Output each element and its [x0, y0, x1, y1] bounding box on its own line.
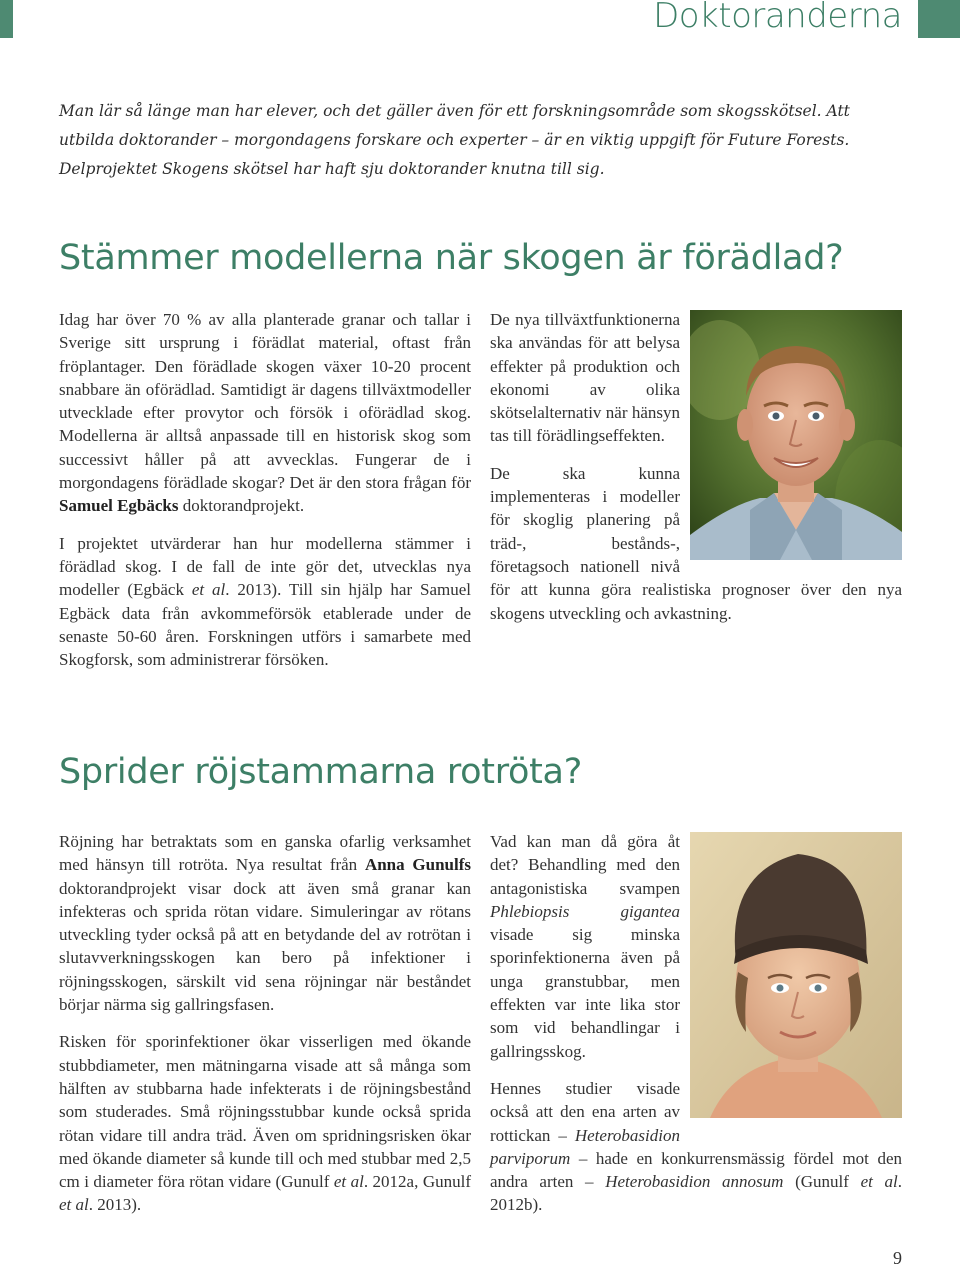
heading-modeller: Stämmer modellerna när skogen är förädlad? — [59, 238, 844, 278]
heading-rotrota: Sprider röjstammarna rotröta? — [59, 752, 582, 792]
species-name-phlebiopsis: Phlebiopsis gigantea — [490, 901, 680, 921]
portrait-photo-anna — [690, 832, 902, 1118]
article1-paragraph-4: De ska kunna implementeras i modeller för skoglig planering på träd-, bestånds-, företagsoch nationell nivå för att kunna göra realistiska prognoser över den nya skogens utveckling och avkastning. — [490, 463, 902, 623]
article2-paragraph-4: Hennes studier visade också att den ena arten av rottickan – Heterobasidion parviporum – hade en konkurrensmässig fördel mot den andra arten – Heterobasidion annosum (Gunulf et al. 2012b). — [490, 1078, 903, 1215]
species-name-parviporum: Heterobasidion parviporum — [490, 1125, 680, 1168]
article2-paragraph-2: Risken för sporinfektioner ökar visserligen med ökande stubbdiameter, men mätningarna visade att så många som hälften av stubbarna hade infekterats i de röjningsbestånd som studerades. Små röjningsstubbar kunde också sprida rötan vidare till andra träd. Även om spridningsrisken ökar med ökande diameter så kunde till och med stubbar med 2,5 cm i diameter föra rötan vidare (Gunulf et al. 2012a, Gunulf et al. 2013). — [59, 1032, 471, 1215]
portrait-photo-samuel — [690, 310, 902, 560]
intro-paragraph: Man lär så länge man har elever, och det gäller även för ett forskningsområde som skogsskötsel. Att utbilda doktorander – morgondagens forskare och experter – är en viktig uppgift för Future Forests. Delprojektet Skogens skötsel har haft sju doktorander knutna till sig. — [59, 102, 850, 178]
person-name-anna: Anna Gunulfs — [364, 855, 471, 875]
article1-column-left — [59, 308, 471, 685]
right-accent-bar — [918, 0, 960, 38]
portrait-anna-image — [690, 832, 902, 1118]
article1-paragraph-1: Idag har över 70 % av alla planterade granar och tallar i Sverige sitt ursprung i förädlat material, oftast från fröplantager. Den förädlade skogen växer 10-20 procent snabbare än oförädlad. Samtidigt är dagens tillväxtmodeller utvecklade efter provytor och försök i oförädlad skog. Modellerna är alltså anpassade till en historisk skog som successivt håller på att avvecklas. Fungerar de i morgondagens förädlade skogar? Det är den stora frågan för Samuel Egbäcks doktorandprojekt. — [59, 310, 471, 516]
page-number: 9 — [893, 1248, 902, 1267]
article2-column-left — [59, 830, 471, 1231]
left-accent-bar — [0, 0, 13, 38]
portrait-samuel-image — [690, 310, 902, 560]
article1-paragraph-3: De nya tillväxtfunktionerna ska användas för att belysa effekter på produktion och ekonomi av olika skötselalternativ när hänsyn tas till förädlingseffekten. — [490, 310, 680, 446]
article1-column-right — [490, 308, 902, 639]
section-header-title: Doktoranderna — [653, 0, 902, 36]
person-name-samuel: Samuel Egbäcks — [59, 496, 179, 516]
species-name-annosum: Heterobasidion annosum — [605, 1172, 784, 1192]
article2-paragraph-3: Vad kan man då göra åt det? Behandling med den antagonistiska svampen Phlebiopsis gigantea visade sig minska sporinfektionerna även på unga granstubbar, men effekten var inte lika stor som vid behandlingar i gallringsskog. — [490, 832, 680, 1061]
article2-column-right — [490, 830, 902, 1231]
article2-paragraph-1: Röjning har betraktats som en ganska ofarlig verksamhet med hänsyn till rotröta. Nya resultat från Anna Gunulfs doktorandprojekt visar dock att även små granar kan infekteras och sprida rötan vidare. Simuleringar av rötans utveckling tyder också på att en betydande del av rotrötan i slutavverkningsskogen kan bero på infektioner i röjningsskogen, särskilt vid sena röjningar när beståndet börjar närma sig gallringsfasen. — [59, 832, 471, 1015]
article1-paragraph-2: I projektet utvärderar han hur modellerna stämmer i förädlad skog. I de fall de inte gör det, utvecklas nya modeller (Egbäck et al. 2013). Till sin hjälp har Samuel Egbäck data från avkommeförsök etablerade under de senaste 50-60 åren. Forskningen utförs i samarbete med Skogforsk, som administrerar försöken. — [59, 533, 472, 670]
